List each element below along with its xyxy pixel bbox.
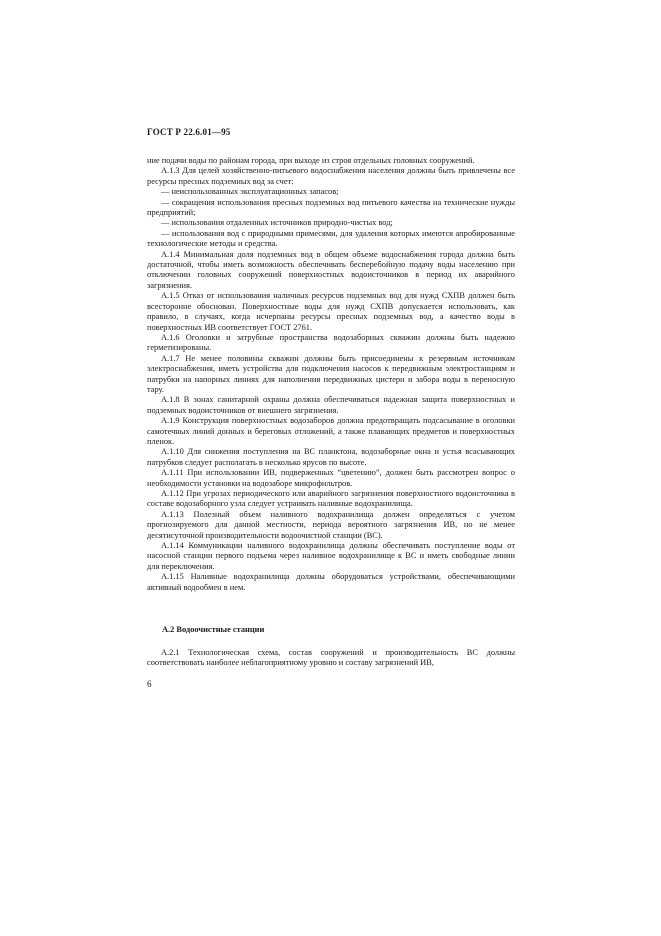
list-item: — сокращения использования пресных подземных вод питьевого качества на технические нужды предприятий; xyxy=(147,197,515,218)
paragraph-a-1-8: А.1.8 В зонах санитарной охраны должна обеспечиваться надежная защита поверхностных и подземных водоисточников от внешнего загрязнения. xyxy=(147,395,515,415)
paragraph-a-1-11: А.1.11 При использовании ИВ, подверженных “цветению”, должен быть рассмотрен вопрос о необходимости установки на водозаборе микрофильтров. xyxy=(147,468,515,488)
paragraph-a-1-3: А.1.3 Для целей хозяйственно-питьевого водоснабжения населения должны быть привлечены все ресурсы пресных подземных вод за счет: xyxy=(147,166,515,186)
paragraph-a-1-15: А.1.15 Наливные водохранилища должны оборудоваться устройствами, обеспечивающими активный водообмен в нем. xyxy=(147,572,515,592)
page-header-doc-id: ГОСТ Р 22.6.01—95 xyxy=(147,127,231,137)
paragraph-a-1-7: А.1.7 Не менее половины скважин должны быть присоединены к резервным источникам электроснабжения, иметь устройства для подключения насосов к передвижным электростанциям и патрубки на напорных линиях для наполнения передвижных цистерн и забора воды в переносную тару. xyxy=(147,353,515,394)
section-title-a-2: А.2 Водоочистные станции xyxy=(162,625,265,634)
list-item: — использования отдаленных источников природно-чистых вод; xyxy=(161,218,393,228)
paragraph-a-1-5: А.1.5 Отказ от использования наличных ресурсов подземных вод для нужд СХПВ должен быть всесторонне обоснован. Поверхностные воды для нужд СХПВ допускается использовать, как правило, в случаях, когда исчерпаны ресурсы пресных подземных вод, а качество воды в поверхностных ИВ соответствует ГОСТ 2761. xyxy=(147,291,515,332)
page-number: 6 xyxy=(147,679,152,689)
paragraph-a-2-1: А.2.1 Технологическая схема, состав сооружений и производительность ВС должны соответствовать наиболее неблагоприятному уровню и составу загрязнений ИВ, xyxy=(147,648,515,668)
list-item: — неиспользованных эксплуатационных запасов; xyxy=(161,187,339,197)
paragraph-a-1-14: А.1.14 Коммуникации наливного водохранилища должны обеспечивать поступление воды от насосной станции первого подъема через наливное водохранилище к ВС и иметь свободные линии для переключения. xyxy=(147,541,515,571)
body-text xyxy=(147,156,515,593)
paragraph-a-1-12: А.1.12 При угрозах периодического или аварийного загрязнения поверхностного водоисточника в составе водозаборного узла следует устраивать наливные водохранилища. xyxy=(147,489,515,509)
paragraph-a-1-6: А.1.6 Оголовки и затрубные пространства водозаборных скважин должны быть надежно герметизированы. xyxy=(147,332,515,353)
paragraph-continuation: ние подачи воды по районам города, при выходе из строя отдельных головных сооружений. xyxy=(147,156,475,165)
section-body xyxy=(147,648,515,669)
paragraph-a-1-10: А.1.10 Для снижения поступления на ВС планктона, водозаборные окна и устья всасывающих патрубков следует располагать в несколько ярусов по высоте. xyxy=(147,447,515,467)
paragraph-a-1-13: А.1.13 Полезный объем наливного водохранилища должен определяться с учетом прогнозируемого для данной местности, периода вероятного загрязнения ИВ, но не менее десятисуточной производительности водоочистной станции (ВС). xyxy=(147,509,515,540)
paragraph-a-1-9: А.1.9 Конструкция поверхностных водозаборов должна предотвращать подсасывание в оголовки самотечных линий донных и береговых отложений, а также плавающих предметов и поверхностных пленок. xyxy=(147,416,515,446)
paragraph-a-1-4: А.1.4 Минимальная доля подземных вод в общем объеме водоснабжения города должна быть достаточной, чтобы иметь возможность обеспечивать бесперебойную подачу воды населению при отключении головных сооружений поверхностных водоисточников в период их аварийного загрязнения. xyxy=(147,249,515,290)
list-item: — использования вод с природными примесями, для удаления которых имеются апробированные технологические методы и средства. xyxy=(147,228,515,249)
